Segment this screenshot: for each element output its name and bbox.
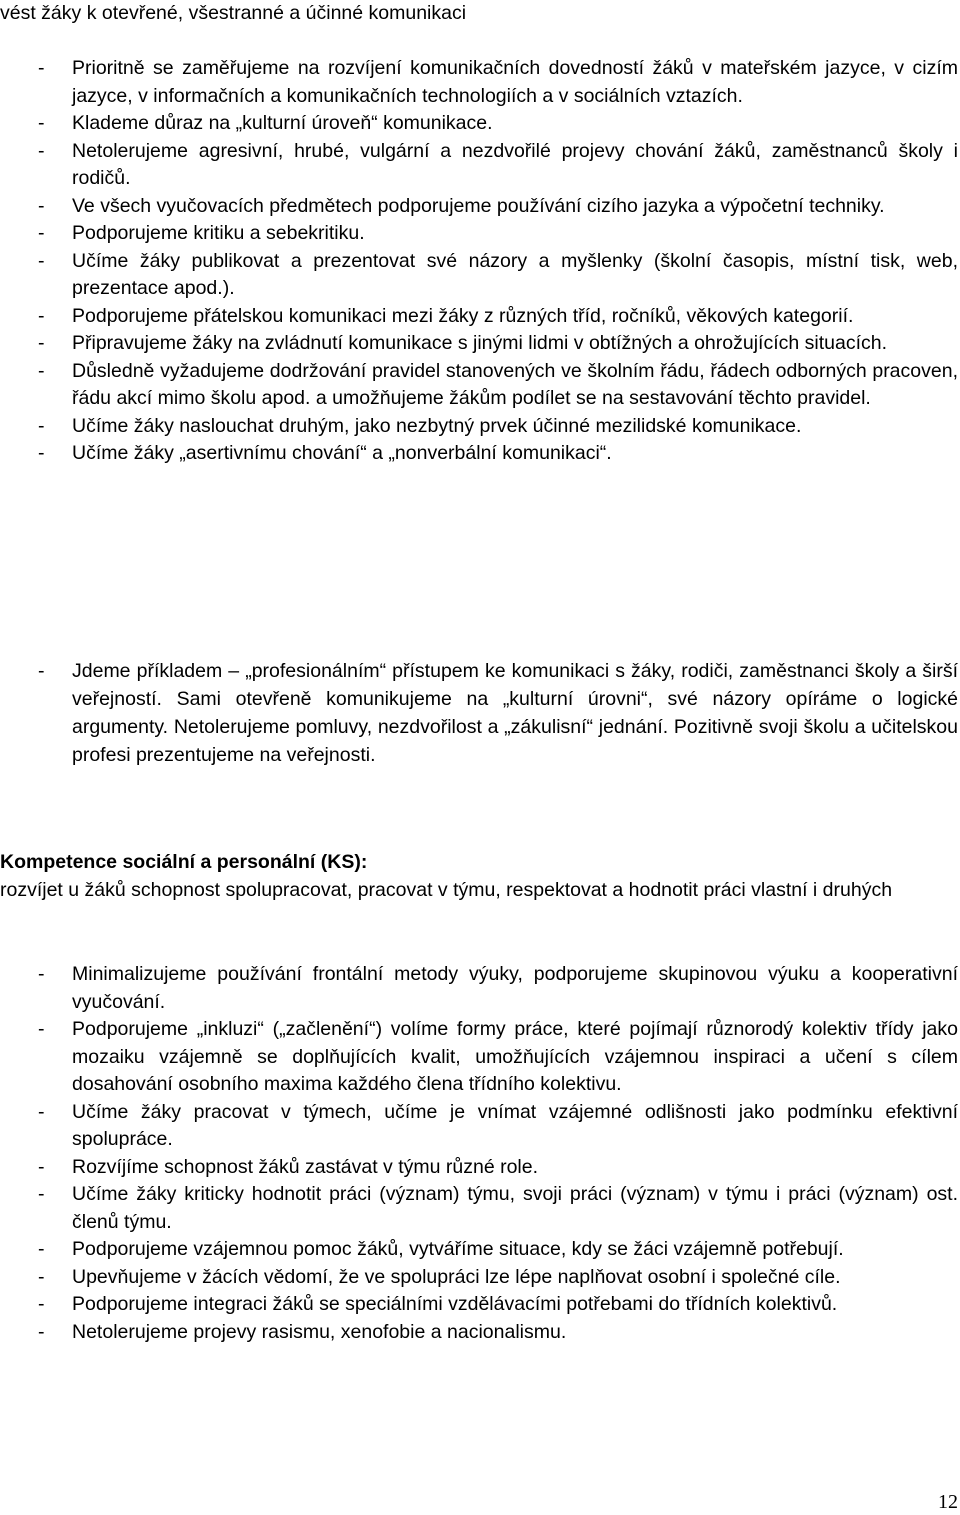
list-item [0, 1236, 958, 1264]
dash-marker: - [38, 660, 45, 682]
list-item [0, 138, 958, 193]
dash-marker: - [38, 1265, 45, 1288]
list-item [0, 961, 958, 1016]
social-competence-list [0, 961, 958, 1346]
list-item [0, 1264, 958, 1292]
list-item-text: Učíme žáky pracovat v týmech, učíme je vnímat vzájemné odlišnosti jako podmínku efektivní spolupráce. [72, 1100, 958, 1150]
dash-marker: - [38, 963, 45, 985]
list-item-text: Netolerujeme agresivní, hrubé, vulgární a nezdvořilé projevy chování žáků, zaměstnanců školy i rodičů. [72, 139, 958, 189]
list-item [0, 1016, 958, 1099]
list-item [0, 358, 958, 413]
dash-marker: - [38, 332, 45, 354]
list-item-text: Podporujeme integraci žáků se speciálními vzdělávacími potřebami do třídních kolektivů. [72, 1293, 838, 1315]
dash-marker: - [38, 1155, 45, 1178]
role-model-list [0, 657, 958, 769]
list-item-text: Učíme žáky naslouchat druhým, jako nezbytný prvek účinné mezilidské komunikace. [72, 414, 802, 437]
list-item [0, 303, 958, 331]
list-item-text: Učíme žáky „asertivnímu chování“ a „nonverbální komunikaci“. [72, 442, 612, 464]
list-item [0, 440, 958, 468]
list-item-text: Podporujeme vzájemnou pomoc žáků, vytváříme situace, kdy se žáci vzájemně potřebují. [72, 1238, 844, 1260]
dash-marker: - [38, 194, 45, 217]
list-item [0, 220, 958, 248]
section-subtitle: rozvíjet u žáků schopnost spolupracovat, pracovat v týmu, respektovat a hodnotit práci vlastní i druhých [0, 879, 893, 901]
list-item [0, 413, 958, 441]
dash-marker: - [38, 304, 45, 327]
list-item-text: Prioritně se zaměřujeme na rozvíjení komunikačních dovedností žáků v mateřském jazyce, v cizím jazyce, v informačních a komunikačních technologiích a v sociálních vztazích. [72, 57, 958, 107]
list-item-text: Důsledně vyžadujeme dodržování pravidel stanovených ve školním řádu, řádech odborných pracoven, řádu akcí mimo školu apod. a umožňujeme žákům podílet se na sestavování těchto pravidel. [72, 359, 958, 409]
list-item-text: Učíme žáky kriticky hodnotit práci (význam) týmu, svoji práci (význam) v týmu i práci (význam) ost. členů týmu. [72, 1183, 958, 1233]
dash-marker: - [38, 1238, 45, 1260]
list-item [0, 1154, 958, 1182]
dash-marker: - [38, 57, 45, 79]
dash-marker: - [38, 1320, 45, 1343]
dash-marker: - [38, 1293, 45, 1315]
list-item-text: Upevňujeme v žácích vědomí, že ve spolupráci lze lépe naplňovat osobní i společné cíle. [72, 1265, 841, 1288]
list-item-text: Ve všech vyučovacích předmětech podporujeme používání cizího jazyka a výpočetní techniky. [72, 194, 885, 217]
dash-marker: - [38, 249, 45, 272]
list-item-text: Podporujeme kritiku a sebekritiku. [72, 222, 365, 244]
list-item-text: Podporujeme „inkluzi“ („začlenění“) volíme formy práce, které pojímají různorodý kolektiv třídy jako mozaiku vzájemně se doplňujících kvalit, umožňujících vzájemnou inspiraci a učení s cílem dosahování osobního maxima každého člena třídního kolektivu. [72, 1018, 958, 1095]
dash-marker: - [38, 359, 45, 382]
dash-marker: - [38, 442, 45, 464]
list-item-text: Připravujeme žáky na zvládnutí komunikace s jinými lidmi v obtížných a ohrožujících situacích. [72, 332, 888, 354]
list-item [0, 1319, 958, 1347]
list-item [0, 193, 958, 221]
dash-marker: - [38, 1100, 45, 1123]
list-item-text: Netolerujeme projevy rasismu, xenofobie a nacionalismu. [72, 1320, 567, 1343]
list-item-text: Klademe důraz na „kulturní úroveň“ komunikace. [72, 112, 493, 134]
list-item-text: Rozvíjíme schopnost žáků zastávat v týmu různé role. [72, 1155, 539, 1178]
section-heading: Kompetence sociální a personální (KS): [0, 851, 368, 873]
dash-marker: - [38, 414, 45, 437]
dash-marker: - [38, 1018, 45, 1040]
list-item [0, 330, 958, 358]
list-item-text: Učíme žáky publikovat a prezentovat své názory a myšlenky (školní časopis, místní tisk, web, prezentace apod.). [72, 249, 958, 299]
dash-marker: - [38, 222, 45, 244]
page-number: 12 [938, 1491, 958, 1513]
list-item-text: Jdeme příkladem – „profesionálním“ přístupem ke komunikaci s žáky, rodiči, zaměstnanci školy a širší veřejností. Sami otevřeně komunikujeme na „kulturní úrovni“, své názory opíráme o logické argumenty. Netolerujeme pomluvy, nezdvořilost a „zákulisní“ jednání. Pozitivně svoji školu a učitelskou profesi prezentujeme na veřejnosti. [72, 660, 958, 766]
list-item-text: Podporujeme přátelskou komunikaci mezi žáky z různých tříd, ročníků, věkových kategorií. [72, 304, 854, 327]
list-item [0, 110, 958, 138]
list-item [0, 1291, 958, 1319]
list-item [0, 1099, 958, 1154]
list-item-text: Minimalizujeme používání frontální metody výuky, podporujeme skupinovou výuku a kooperativní vyučování. [72, 963, 958, 1013]
list-item [0, 248, 958, 303]
intro-line: vést žáky k otevřené, všestranné a účinné komunikaci [0, 2, 467, 24]
communication-list [0, 55, 958, 468]
dash-marker: - [38, 1183, 45, 1205]
dash-marker: - [38, 112, 45, 134]
list-item [0, 55, 958, 110]
list-item [0, 657, 958, 769]
dash-marker: - [38, 139, 45, 162]
list-item [0, 1181, 958, 1236]
